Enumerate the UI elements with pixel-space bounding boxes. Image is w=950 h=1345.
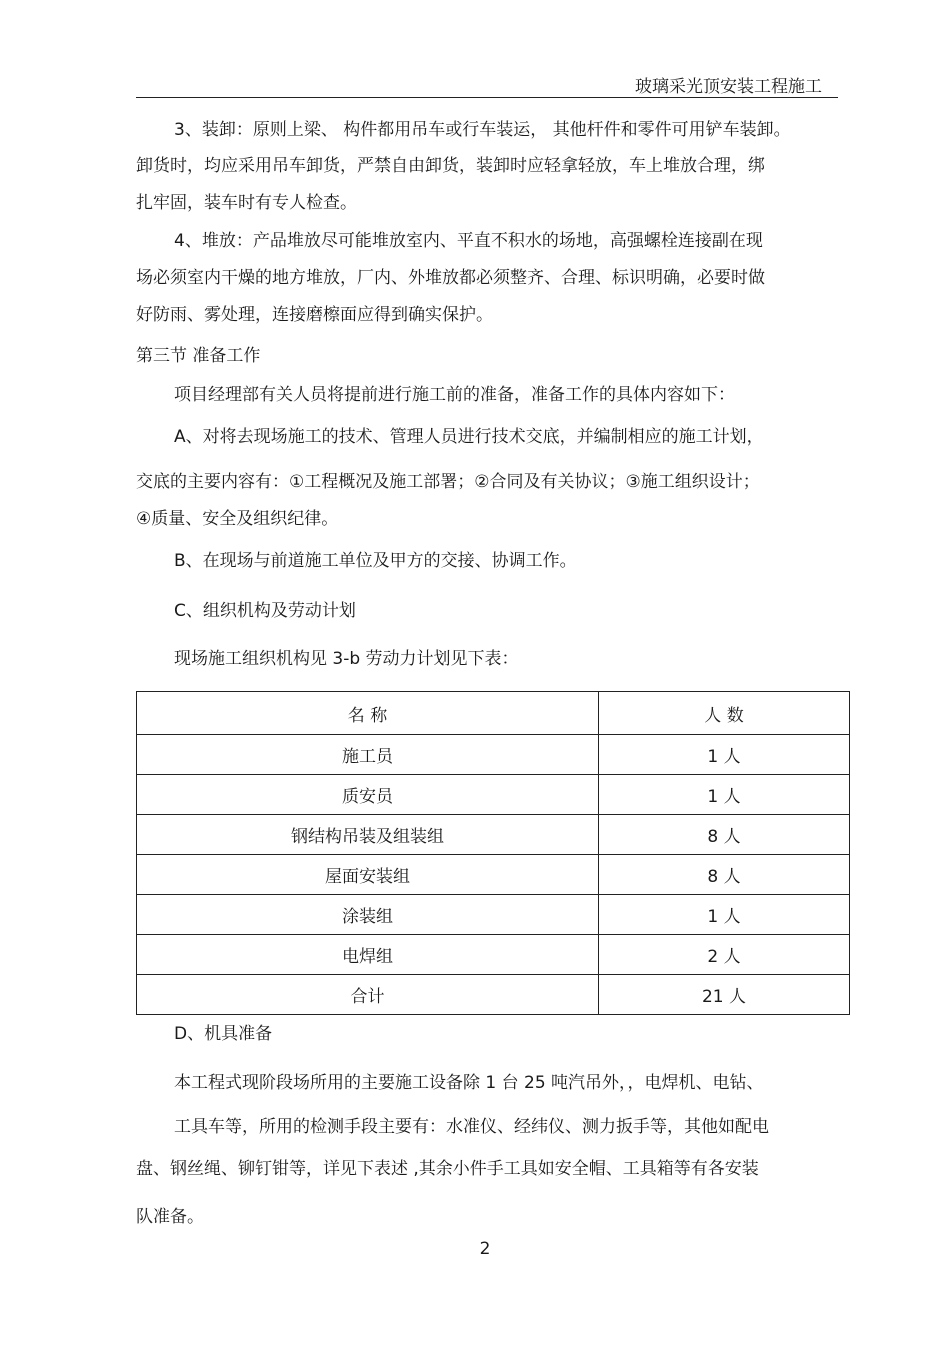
labor-plan-table [136, 691, 850, 1015]
paragraph-line: B、在现场与前道施工单位及甲方的交接、协调工作。 [174, 551, 577, 571]
table-cell: 8 人 [599, 855, 850, 895]
table-cell: 1 人 [599, 735, 850, 775]
paragraph-line: 4、堆放：产品堆放尽可能堆放室内、平直不积水的场地，高强螺栓连接副在现 [174, 231, 763, 251]
table-cell: 钢结构吊装及组装组 [137, 815, 599, 855]
table-header-row [137, 692, 850, 735]
table-row [137, 935, 850, 975]
table-row [137, 815, 850, 855]
paragraph-line: 好防雨、雾处理，连接磨檫面应得到确实保护。 [136, 305, 493, 325]
table-cell: 1 人 [599, 895, 850, 935]
table-row [137, 775, 850, 815]
table-cell: 合计 [137, 975, 599, 1015]
paragraph-line: A、对将去现场施工的技术、管理人员进行技术交底，并编制相应的施工计划， [174, 427, 764, 447]
table-header-cell: 名 称 [137, 692, 599, 735]
table-cell: 8 人 [599, 815, 850, 855]
table-cell: 电焊组 [137, 935, 599, 975]
paragraph-line: C、组织机构及劳动计划 [174, 601, 356, 621]
paragraph-line: 3、装卸：原则上梁、 构件都用吊车或行车装运， 其他杆件和零件可用铲车装卸。 [174, 120, 791, 140]
header-divider [136, 97, 838, 98]
table-cell: 质安员 [137, 775, 599, 815]
paragraph-line: 项目经理部有关人员将提前进行施工前的准备，准备工作的具体内容如下： [174, 385, 735, 405]
table-cell: 2 人 [599, 935, 850, 975]
paragraph-line: D、机具准备 [174, 1024, 273, 1044]
paragraph-line: 盘、钢丝绳、铆钉钳等，详见下表述 ,其余小件手工具如安全帽、工具箱等有各安装 [136, 1159, 759, 1179]
table-cell: 21 人 [599, 975, 850, 1015]
paragraph-line: 扎牢固，装车时有专人检查。 [136, 193, 357, 213]
paragraph-line: 工具车等，所用的检测手段主要有：水准仪、经纬仪、测力扳手等，其他如配电 [174, 1117, 769, 1137]
table-cell: 1 人 [599, 775, 850, 815]
paragraph-line: 卸货时，均应采用吊车卸货，严禁自由卸货，装卸时应轻拿轻放，车上堆放合理，绑 [136, 156, 765, 176]
table-cell: 涂装组 [137, 895, 599, 935]
table-total-row [137, 975, 850, 1015]
paragraph-line: 场必须室内干燥的地方堆放，厂内、外堆放都必须整齐、合理、标识明确，必要时做 [136, 268, 765, 288]
table-row [137, 735, 850, 775]
section-heading: 第三节 准备工作 [136, 346, 261, 366]
table-cell: 施工员 [137, 735, 599, 775]
paragraph-line: 本工程式现阶段场所用的主要施工设备除 1 台 25 吨汽吊外，，电焊机、电钻、 [174, 1073, 764, 1093]
table-row [137, 895, 850, 935]
paragraph-line: 交底的主要内容有：①工程概况及施工部署；②合同及有关协议；③施工组织设计； [136, 472, 760, 492]
table-header-cell: 人 数 [599, 692, 850, 735]
table-row [137, 855, 850, 895]
running-header-title: 玻璃采光顶安装工程施工 [635, 77, 822, 97]
paragraph-line: ④质量、安全及组织纪律。 [136, 509, 339, 529]
paragraph-line: 现场施工组织机构见 3-b 劳动力计划见下表： [174, 649, 519, 669]
page-number: 2 [479, 1239, 491, 1259]
paragraph-line: 队准备。 [136, 1207, 204, 1227]
table-cell: 屋面安装组 [137, 855, 599, 895]
